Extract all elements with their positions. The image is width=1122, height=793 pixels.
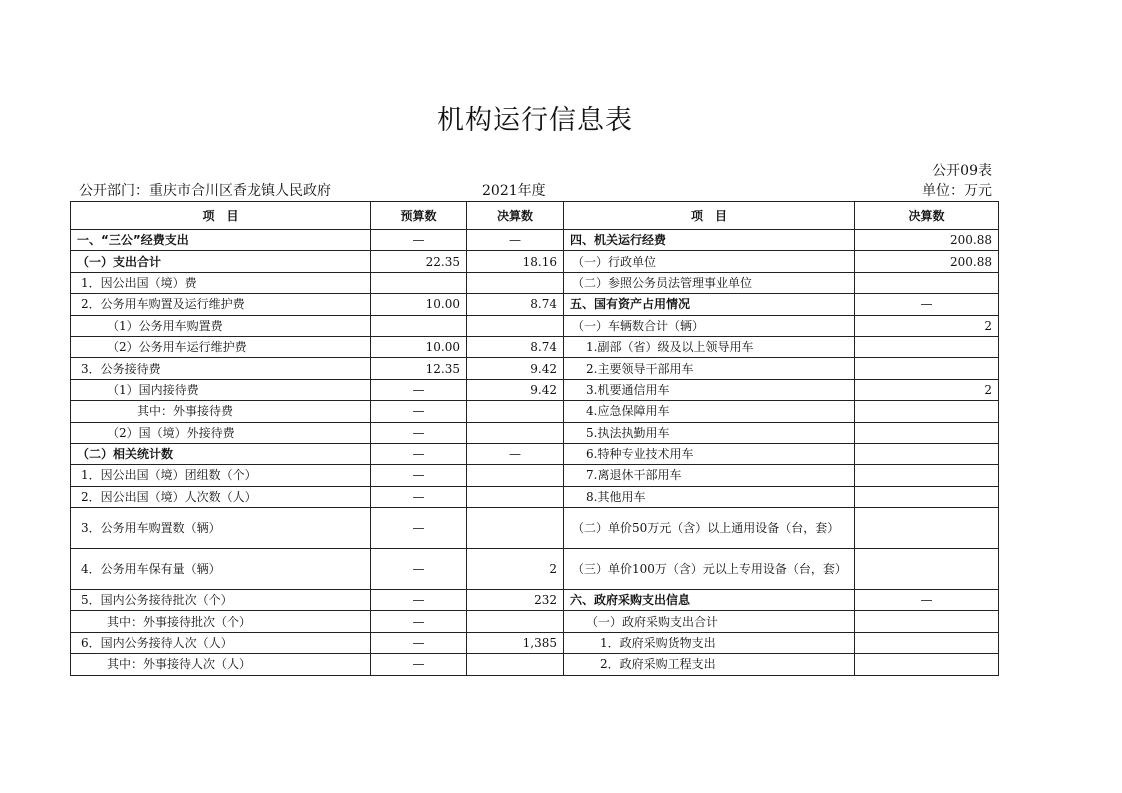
right-value: 200.88 (855, 230, 999, 251)
row-label: （1）公务用车购置费 (71, 315, 371, 336)
actual-cell (467, 654, 564, 675)
page-title: 机构运行信息表 (437, 105, 633, 136)
right-value (855, 443, 999, 464)
table-row (71, 230, 999, 251)
actual-cell (467, 422, 564, 443)
right-label: 1.副部（省）级及以上领导用车 (564, 336, 855, 357)
budget-cell: 10.00 (371, 294, 467, 315)
right-value (855, 611, 999, 632)
right-label: （一）政府采购支出合计 (564, 611, 855, 632)
right-label: （二）参照公务员法管理事业单位 (564, 272, 855, 293)
budget-cell: — (371, 422, 467, 443)
right-value (855, 336, 999, 357)
table-row (71, 358, 999, 379)
table-row (71, 401, 999, 422)
right-label: （二）单价50万元（含）以上通用设备（台，套） (564, 508, 855, 549)
header-budget: 预算数 (371, 202, 467, 230)
actual-cell: 9.42 (467, 358, 564, 379)
budget-cell: — (371, 465, 467, 486)
table-row (71, 654, 999, 675)
budget-cell: 10.00 (371, 336, 467, 357)
right-value (855, 272, 999, 293)
budget-cell: — (371, 443, 467, 464)
right-value: — (855, 590, 999, 611)
budget-cell: — (371, 401, 467, 422)
header-actual-right: 决算数 (855, 202, 999, 230)
budget-cell: — (371, 632, 467, 653)
table-row (71, 251, 999, 272)
table-row (71, 315, 999, 336)
right-label: （三）单价100万（含）元以上专用设备（台，套） (564, 549, 855, 590)
row-label: 3．公务接待费 (71, 358, 371, 379)
header-row (71, 202, 999, 230)
row-label: 其中：外事接待人次（人） (71, 654, 371, 675)
row-label: （2）公务用车运行维护费 (71, 336, 371, 357)
table-row (71, 443, 999, 464)
budget-cell: — (371, 508, 467, 549)
right-value (855, 654, 999, 675)
right-value (855, 486, 999, 507)
budget-cell: — (371, 230, 467, 251)
table-row (71, 632, 999, 653)
right-value (855, 508, 999, 549)
table-row (71, 294, 999, 315)
actual-cell (467, 315, 564, 336)
right-label: 5.执法执勤用车 (564, 422, 855, 443)
right-value (855, 465, 999, 486)
right-value: 2 (855, 379, 999, 400)
row-label: 5．国内公务接待批次（个） (71, 590, 371, 611)
right-value: 200.88 (855, 251, 999, 272)
right-label: （一）车辆数合计（辆） (564, 315, 855, 336)
row-label: 2．公务用车购置及运行维护费 (71, 294, 371, 315)
actual-cell: 8.74 (467, 294, 564, 315)
right-label: 2．政府采购工程支出 (564, 654, 855, 675)
right-value: — (855, 294, 999, 315)
actual-cell: 1,385 (467, 632, 564, 653)
right-value (855, 422, 999, 443)
actual-cell: 2 (467, 549, 564, 590)
right-label: 1．政府采购货物支出 (564, 632, 855, 653)
fiscal-year: 2021年度 (482, 183, 546, 199)
table-row (71, 272, 999, 293)
row-label: 其中：外事接待批次（个） (71, 611, 371, 632)
row-label: 6．国内公务接待人次（人） (71, 632, 371, 653)
budget-cell (371, 272, 467, 293)
row-label: （二）相关统计数 (71, 443, 371, 464)
row-label: 4．公务用车保有量（辆） (71, 549, 371, 590)
budget-cell: — (371, 379, 467, 400)
row-label: 其中：外事接待费 (71, 401, 371, 422)
right-value (855, 632, 999, 653)
table-row (71, 590, 999, 611)
right-value: 2 (855, 315, 999, 336)
right-label: （一）行政单位 (564, 251, 855, 272)
actual-cell: 232 (467, 590, 564, 611)
form-number: 公开09表 (932, 163, 992, 179)
actual-cell: 9.42 (467, 379, 564, 400)
table-row (71, 486, 999, 507)
row-label: （1）国内接待费 (71, 379, 371, 400)
right-label: 4.应急保障用车 (564, 401, 855, 422)
table-row (71, 422, 999, 443)
row-label: 一、“三公”经费支出 (71, 230, 371, 251)
budget-cell: — (371, 590, 467, 611)
actual-cell (467, 611, 564, 632)
table-row (71, 379, 999, 400)
table-row (71, 549, 999, 590)
actual-cell: 18.16 (467, 251, 564, 272)
budget-cell: — (371, 611, 467, 632)
actual-cell (467, 508, 564, 549)
right-label: 7.离退休干部用车 (564, 465, 855, 486)
row-label: （一）支出合计 (71, 251, 371, 272)
right-label: 六、政府采购支出信息 (564, 590, 855, 611)
actual-cell (467, 486, 564, 507)
row-label: （2）国（境）外接待费 (71, 422, 371, 443)
row-label: 1．因公出国（境）费 (71, 272, 371, 293)
right-label: 3.机要通信用车 (564, 379, 855, 400)
table-row (71, 611, 999, 632)
budget-cell: — (371, 549, 467, 590)
actual-cell (467, 401, 564, 422)
row-label: 2．因公出国（境）人次数（人） (71, 486, 371, 507)
row-label: 1．因公出国（境）团组数（个） (71, 465, 371, 486)
budget-cell: 12.35 (371, 358, 467, 379)
actual-cell: — (467, 443, 564, 464)
right-label: 8.其他用车 (564, 486, 855, 507)
actual-cell: 8.74 (467, 336, 564, 357)
right-label: 6.特种专业技术用车 (564, 443, 855, 464)
header-actual: 决算数 (467, 202, 564, 230)
header-item: 项 目 (71, 202, 371, 230)
info-table (70, 201, 999, 676)
department-label: 公开部门：重庆市合川区香龙镇人民政府 (79, 183, 331, 199)
budget-cell: — (371, 654, 467, 675)
header-item-right: 项 目 (564, 202, 855, 230)
row-label: 3．公务用车购置数（辆） (71, 508, 371, 549)
right-label: 2.主要领导干部用车 (564, 358, 855, 379)
budget-cell: — (371, 486, 467, 507)
budget-cell (371, 315, 467, 336)
actual-cell (467, 272, 564, 293)
right-value (855, 358, 999, 379)
budget-cell: 22.35 (371, 251, 467, 272)
actual-cell (467, 465, 564, 486)
unit-label: 单位：万元 (922, 183, 992, 199)
right-label: 五、国有资产占用情况 (564, 294, 855, 315)
table-row (71, 508, 999, 549)
right-label: 四、机关运行经费 (564, 230, 855, 251)
right-value (855, 401, 999, 422)
right-value (855, 549, 999, 590)
actual-cell: — (467, 230, 564, 251)
table-row (71, 465, 999, 486)
table-row (71, 336, 999, 357)
